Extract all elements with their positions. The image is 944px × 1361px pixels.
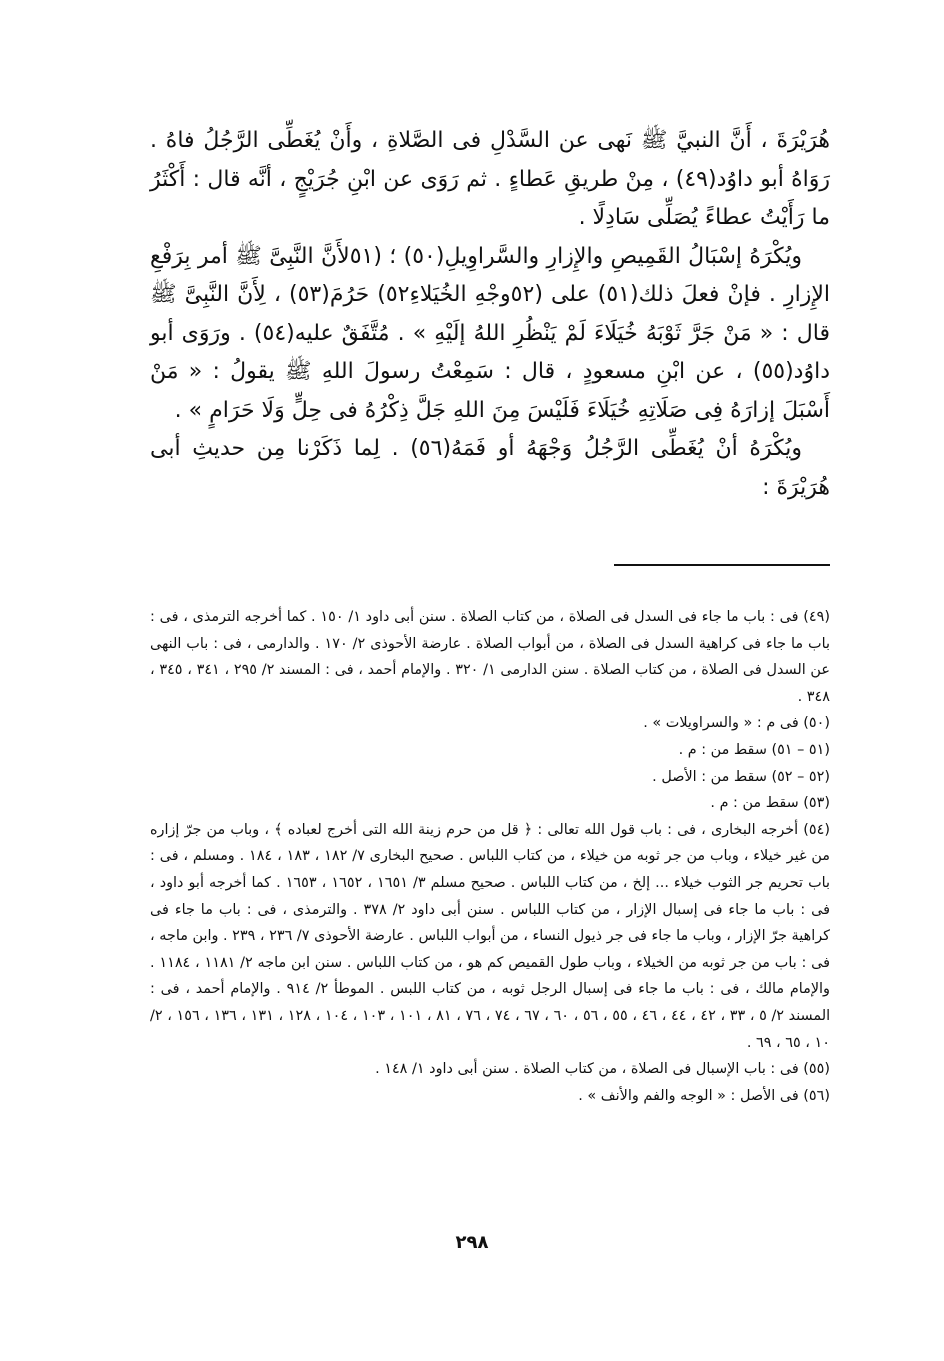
footnote-52: (٥٢ – ٥٢) سقط من : الأصل . [652, 768, 830, 785]
footnote-50: (٥٠) فى م : « والسراويلات » . [643, 715, 830, 732]
paragraph-1: هُرَيْرَةَ ، أَنَّ النبيَّ ﷺ نَهى عن السَّدْلِ فى الصَّلاةِ ، وأَنْ يُغَطِّى الرَّجُلُ فاهُ . رَوَاهُ أبو داوُد(٤٩) ، مِنْ طريقِ عَطاءٍ . ثم رَوَى عن ابْنِ جُرَيْجٍ ، أنَّه قال : أَكْثَرُ ما رَأَيْتُ عطاءً يُصَلِّى سَادِلًا . [150, 128, 830, 230]
paragraph-3: ويُكْرَهُ أنْ يُغَطِّى الرَّجُلُ وَجْهَهُ أو فَمَهُ(٥٦) . لِما ذَكَرْنا مِن حديثِ أبى هُرَيْرَةَ : [150, 436, 830, 500]
page-number: ٢٩٨ [455, 1232, 489, 1253]
footnote-51: (٥١ – ٥١) سقط من : م . [678, 741, 830, 758]
paragraph-2: ويُكْرَهُ إسْبَالُ القَمِيصِ والإِزارِ والسَّراوِيلِ(٥٠) ؛ (٥١لأَنَّ النَّبِىَّ ﷺ أمر بِرَفْعِ الإِزارِ . فإنْ فعلَ ذلك(٥١) على (٥٢وجْهِ الخُيَلاءِ٥٢) حَرُمَ(٥٣) ، لِأَنَّ النَّبِىَّ ﷺ قال : « مَنْ جَرَّ ثَوْبَهُ خُيَلَاءَ لَمْ يَنْظُرِ اللهُ إلَيْهِ » . مُتَّفَقٌ عليه(٥٤) . ورَوَى أبو داوُد(٥٥) ، عن ابْنِ مسعودٍ ، قال : سَمِعْتُ رسولَ اللهِ ﷺ يقولُ : « مَنْ أَسْبَلَ إزارَهُ فِى صَلَاتِهِ خُيَلَاءَ فَلَيْسَ مِنَ اللهِ جَلَّ ذِكْرُهُ فى حِلٍّ وَلَا حَرَامٍ » . [150, 243, 830, 423]
main-text [150, 122, 830, 507]
footnote-55: (٥٥) فى : باب الإسبال فى الصلاة ، من كتاب الصلاة . سنن أبى داود ١/ ١٤٨ . [375, 1061, 830, 1078]
footnote-54: (٥٤) أخرجه البخارى ، فى : باب قول الله تعالى : ﴿ قل من حرم زينة الله التى أخرج لعباده ﴾ ، وباب من جرّ إزاره من غير خيلاء ، وباب من جر ثوبه من خيلاء ، من كتاب اللباس . صحيح البخارى ٧/ ١٨٢ ، ١٨٣ ، ١٨٤ . ومسلم ، فى : باب تحريم جر الثوب خيلاء ... إلخ ، من كتاب اللباس . صحيح مسلم ٣/ ١٦٥١ ، ١٦٥٢ ، ١٦٥٣ . كما أخرجه أبو داود ، فى : باب ما جاء فى إسبال الإزار ، من كتاب اللباس . سنن أبى داود ٢/ ٣٧٨ . والترمذى ، فى : باب ما جاء فى كراهية جرّ الإزار ، وباب ما جاء فى جر ذيول النساء ، من أبواب اللباس . عارضة الأحوذى ٧/ ٢٣٦ ، ٢٣٩ . وابن ماجه ، فى : باب من جر ثوبه من الخيلاء ، وباب طول القميص كم هو ، من كتاب اللباس . سنن ابن ماجه ٢/ ١١٨١ ، ١١٨٤ . والإمام مالك ، فى : باب ما جاء فى إسبال الرجل ثوبه ، من كتاب اللبس . الموطأ ٢/ ٩١٤ . والإمام أحمد ، فى : المسند ٢/ ٥ ، ٣٣ ، ٤٢ ، ٤٤ ، ٤٦ ، ٥٥ ، ٥٦ ، ٦٠ ، ٦٧ ، ٧٤ ، ٧٦ ، ٨١ ، ١٠١ ، ١٠٣ ، ١٠٤ ، ١٢٨ ، ١٣١ ، ١٣٦ ، ١٥٦ ، ٢/ ١٠ ، ٦٥ ، ٦٩ . [150, 821, 831, 1051]
footnote-separator [614, 564, 830, 566]
footnotes [150, 604, 830, 1109]
footnote-56: (٥٦) فى الأصل : « الوجه والفم والأنف » . [578, 1087, 830, 1104]
footnote-49: (٤٩) فى : باب ما جاء فى السدل فى الصلاة ، من كتاب الصلاة . سنن أبى داود ١/ ١٥٠ . كما أخرجه الترمذى ، فى : باب ما جاء فى كراهية السدل فى الصلاة ، من أبواب الصلاة . عارضة الأحوذى ٢/ ١٧٠ . والدارمى ، فى : باب النهى عن السدل فى الصلاة ، من كتاب الصلاة . سنن الدارمى ١/ ٣٢٠ . والإمام أحمد ، فى : المسند ٢/ ٢٩٥ ، ٣٤١ ، ٣٤٥ ، ٣٤٨ . [150, 609, 830, 705]
footnote-53: (٥٣) سقط من : م . [710, 795, 830, 812]
